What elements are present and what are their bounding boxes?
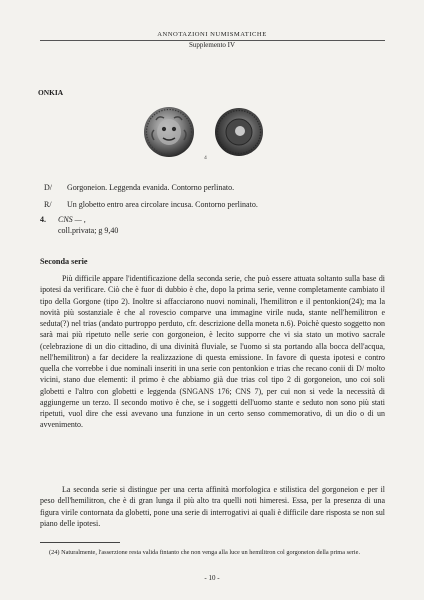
figure-number: 4 <box>204 155 207 161</box>
footnote-rule <box>40 542 120 543</box>
coin-reverse-pellet <box>215 108 263 156</box>
footnote: (24) Naturalmente, l'asserzione resta valida fintanto che non venga alla luce un hemilitron col gorgoneion della prima serie. <box>49 549 361 556</box>
section-label: ONKIA <box>38 88 64 97</box>
catalogue-location-weight: coll.privata; g 9,40 <box>58 226 119 235</box>
paragraph-2: La seconda serie si distingue per una certa affinità morfologica e stilistica del gorgoneion e per il peso dell'hemilitron, che è di gran lunga il più alto tra quelli noti himeresi. Essa, per la presenza di una figura virile contornata da globetti, pone una serie di interrogativi ai quali è difficile dare risposta se non sul piano delle ipotesi. <box>40 485 385 528</box>
obverse-key: D/ <box>44 183 52 192</box>
coin-obverse-gorgoneion <box>144 107 194 157</box>
reverse-description: Un globetto entro area circolare incusa. Contorno perlinato. <box>67 200 258 209</box>
catalogue-number: 4. <box>40 215 46 224</box>
running-header-title: ANNOTAZIONI NUMISMATICHE <box>157 31 267 38</box>
paragraph-1: Più difficile appare l'identificazione della seconda serie, che può essere attuata soltanto sulla base di ipotesi da verificare. Ciò che è fuor di dubbio è che, dopo la prima serie, venne completamente cambiato il tipo della Gorgone (tipo 2). Inoltre si affacciarono nuovi nominali, l'hemilitron e il pentonkion(24); ma la novità più sostanziale è che al rovescio comparve una immagine virile nuda, stante nell'hemilitron e seduta(?) nel trias (andato purtroppo perduto, cfr. descrizione della moneta n.6). Poichè questo soggetto non sarà mai più ripetuto nelle serie con gorgoneion, è lecito supporre che vi sia stato un motivo sacrale (celebrazione di un dio cittadino, di una divinità fluviale, se l'uomo si sta portando alla bocca dell'acqua, nell'hemilitron) a far decidere la realizzazione di questa emissione. In favore di questa ipotesi e contro quella che vorrebbe i due nominali inseriti in una serie con pentonkion e trias che recano conii di D/ molto vicini, stano due elementi: il primo è che abbiamo già due trias col tipo 2 di gorgoneion, uno coi soli globetti e l'altro con globetti e leggenda (SNGANS 176; CNS 7), per cui non si vede la necessità di aggiungerne un terzo. Il secondo motivo è che, se i soggetti dell'uomo stante e seduto non sono più stati ripetuti, vuol dire che essi avevano una funzione in un certo senso commemorativo, di un dio o di un avvenimento. <box>40 274 385 430</box>
coin-photograph <box>134 104 284 170</box>
reverse-key: R/ <box>44 200 52 209</box>
catalogue-reference: CNS — , <box>58 215 86 224</box>
obverse-description: Gorgoneion. Leggenda evanida. Contorno perlinato. <box>67 183 235 192</box>
subheading: Seconda serie <box>40 257 88 266</box>
page-number: - 10 - <box>204 574 220 582</box>
running-header-subtitle: Supplemento IV <box>188 41 236 49</box>
